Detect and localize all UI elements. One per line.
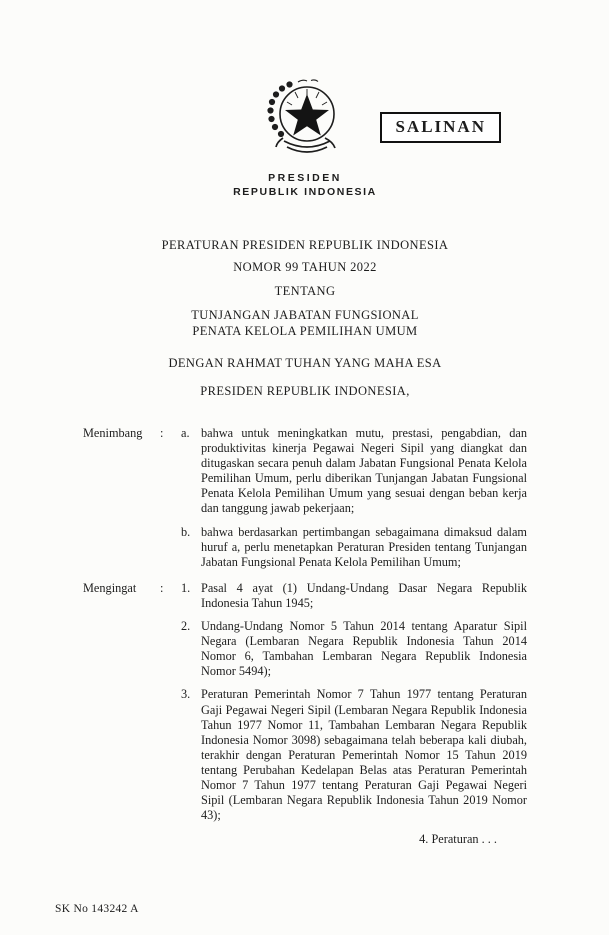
subject-line-2: PENATA KELOLA PEMILIHAN UMUM [192,324,418,338]
subject-line-1: TUNJANGAN JABATAN FUNGSIONAL [191,308,419,322]
mengingat-items [181,581,527,823]
mengingat-item-3 [181,687,527,823]
clause-text: bahwa untuk meningkatkan mutu, prestasi, pengabdian, dan produktivitas kinerja Pegawai Negeri Sipil yang diangkat dan ditugaskan secara penuh dalam Jabatan Fungsional Penata Kelola Pemilihan Umum, perlu diberikan Tunjangan Jabatan Fungsional Penata Kelola Pemilihan Umum yang sesuai dengan beban kerja dan tanggung jawab pekerjaan; [201,426,527,516]
letterhead [83,172,527,198]
list-marker: 3. [181,687,191,702]
salinan-stamp: SALINAN [380,112,501,143]
clause-text: Pasal 4 ayat (1) Undang-Undang Dasar Negara Republik Indonesia Tahun 1945; [201,580,527,610]
mengingat-colon: : [160,580,164,595]
list-marker: a. [181,426,190,440]
invocation-line: DENGAN RAHMAT TUHAN YANG MAHA ESA [168,356,442,370]
menimbang-section [83,426,527,570]
clause-text: Peraturan Pemerintah Nomor 7 Tahun 1977 tentang Peraturan Gaji Pegawai Negeri Sipil (Lembaran Negara Republik Indonesia Tahun 1977 Nomor 11, Tambahan Lembaran Negara Republik Indonesia Nomor 3098) sebagaimana telah beberapa kali diubah, terakhir dengan Peraturan Pemerintah Nomor 15 Tahun 2019 tentang Perubahan Kedelapan Belas atas Peraturan Pemerintah Nomor 7 Tahun 1977 tentang Peraturan Gaji Pegawai Negeri Sipil (Lembaran Negara Republik Indonesia Tahun 2019 Nomor 43); [201,687,527,823]
menimbang-items [181,426,527,570]
title-block [83,238,527,399]
tentang-label: TENTANG [274,284,336,298]
list-marker: b. [181,524,191,539]
list-marker: 1. [181,580,191,595]
catchword: 4. Peraturan . . . [419,832,497,847]
menimbang-item-b [181,525,527,570]
mengingat-section [83,581,527,823]
menimbang-label: Menimbang [83,426,143,440]
mengingat-item-1 [181,581,527,611]
menimbang-colon: : [160,426,164,440]
mengingat-item-2 [181,619,527,679]
mengingat-label: Mengingat [83,580,137,595]
clause-text: Undang-Undang Nomor 5 Tahun 2014 tentang Aparatur Sipil Negara (Lembaran Negara Republik Indonesia Tahun 2014 Nomor 6, Tambahan Lembaran Negara Republik Indonesia Nomor 5494); [201,619,527,679]
enacting-authority-line: PRESIDEN REPUBLIK INDONESIA, [200,384,410,398]
regulation-title: PERATURAN PRESIDEN REPUBLIK INDONESIA [161,238,449,252]
doc-control-number: SK No 143242 A [55,903,139,915]
letterhead-republik-indonesia: REPUBLIK INDONESIA [233,186,377,198]
letterhead-presiden: PRESIDEN [268,172,342,184]
regulation-number: NOMOR 99 TAHUN 2022 [233,260,377,274]
star-emblem-icon [251,72,359,168]
menimbang-item-a [181,426,527,517]
list-marker: 2. [181,619,191,634]
clause-text: bahwa berdasarkan pertimbangan sebagaimana dimaksud dalam huruf a, perlu menetapkan Peraturan Presiden tentang Tunjangan Jabatan Fungsional Penata Kelola Pemilihan Umum; [201,524,527,569]
